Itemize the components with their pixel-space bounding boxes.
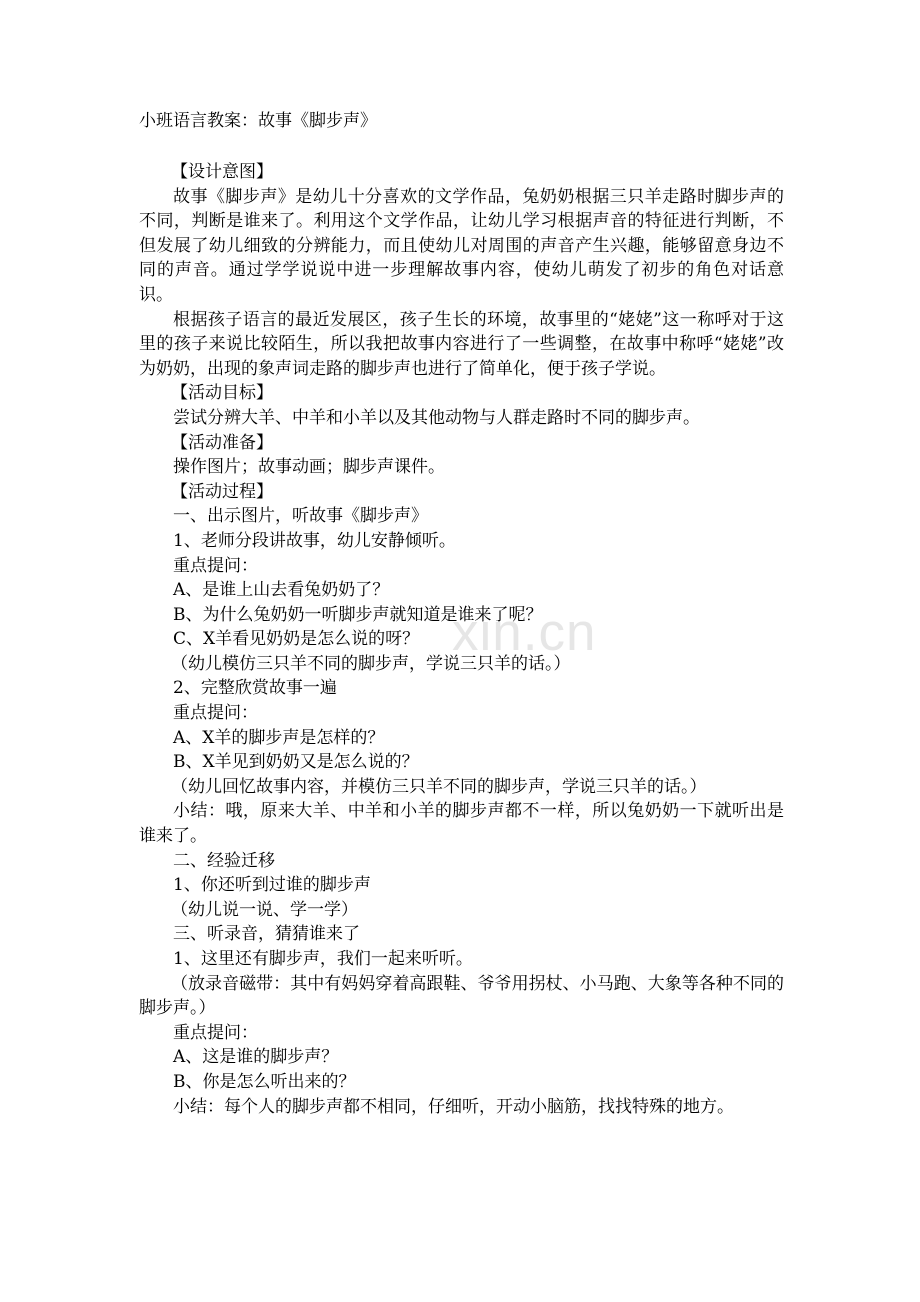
process-line: （幼儿说一说、学一学）: [171, 899, 358, 920]
heading-activity-process: 【活动过程】: [171, 481, 273, 502]
process-line: A、这是谁的脚步声？: [173, 1047, 339, 1068]
process-line: 重点提问：: [173, 703, 258, 724]
process-step-2: 二、经验迁移: [173, 850, 275, 871]
process-line: 2、完整欣赏故事一遍: [173, 678, 337, 699]
process-line: 重点提问：: [173, 555, 258, 576]
activity-goal-text: 尝试分辨大羊、中羊和小羊以及其他动物与人群走路时不同的脚步声。: [173, 407, 700, 428]
heading-activity-goal: 【活动目标】: [171, 383, 273, 404]
process-line: 1、你还听到过谁的脚步声: [173, 875, 371, 896]
process-line: A、是谁上山去看兔奶奶了？: [173, 580, 390, 601]
watermark: xin.cn: [452, 603, 597, 662]
activity-prep-text: 操作图片；故事动画；脚步声课件。: [173, 457, 445, 478]
document-body: [139, 160, 784, 1119]
process-line: A、X羊的脚步声是怎样的？: [173, 727, 385, 748]
process-line: 重点提问：: [173, 1022, 258, 1043]
process-line: B、X羊见到奶奶又是怎么说的？: [173, 752, 419, 773]
process-summary-2: 小结：每个人的脚步声都不相同，仔细听，开动小脑筋，找找特殊的地方。: [173, 1096, 734, 1117]
process-line: 1、这里还有脚步声，我们一起来听听。: [173, 949, 473, 969]
heading-design-intent: 【设计意图】: [171, 162, 273, 182]
process-summary-1: 小结：哦，原来大羊、中羊和小羊的脚步声都不一样，所以兔奶奶一下就听出是谁来了。: [139, 801, 784, 847]
process-step-3: 三、听录音，猜猜谁来了: [173, 924, 360, 945]
process-line: 1、老师分段讲故事，幼儿安静倾听。: [173, 530, 456, 551]
process-line: （幼儿回忆故事内容，并模仿三只羊不同的脚步声，学说三只羊的话。）: [171, 776, 707, 797]
process-note: （放录音磁带：其中有妈妈穿着高跟鞋、爷爷用拐杖、小马跑、大象等各种不同的脚步声。）: [139, 973, 784, 1019]
process-line: （幼儿模仿三只羊不同的脚步声，学说三只羊的话。）: [171, 653, 571, 674]
document-page: [139, 110, 784, 1119]
process-line: B、你是怎么听出来的？: [173, 1071, 356, 1092]
title-gap: [139, 133, 784, 160]
paragraph-design-intent-1: 故事《脚步声》是幼儿十分喜欢的文学作品，兔奶奶根据三只羊走路时脚步声的不同，判断是谁来了。利用这个文学作品，让幼儿学习根据声音的特征进行判断，不但发展了幼儿细致的分辨能力，而且使幼儿对周围的声音产生兴趣，能够留意身边不同的声音。通过学学说说中进一步理解故事内容，使幼儿萌发了初步的角色对话意识。: [139, 186, 784, 305]
process-step-1: 一、出示图片，听故事《脚步声》: [173, 506, 428, 527]
page-title: 小班语言教案：故事《脚步声》: [139, 111, 377, 131]
process-line: C、X羊看见奶奶是怎么说的呀？: [173, 629, 420, 650]
heading-activity-prep: 【活动准备】: [171, 432, 273, 453]
paragraph-design-intent-2: 根据孩子语言的最近发展区，孩子生长的环境，故事里的“姥姥”这一称呼对于这里的孩子来说比较陌生，所以我把故事内容进行了一些调整，在故事中称呼“姥姥”改为奶奶，出现的象声词走路的脚步声也进行了简单化，便于孩子学说。: [139, 309, 784, 379]
process-line: B、为什么兔奶奶一听脚步声就知道是谁来了呢？: [173, 604, 543, 625]
